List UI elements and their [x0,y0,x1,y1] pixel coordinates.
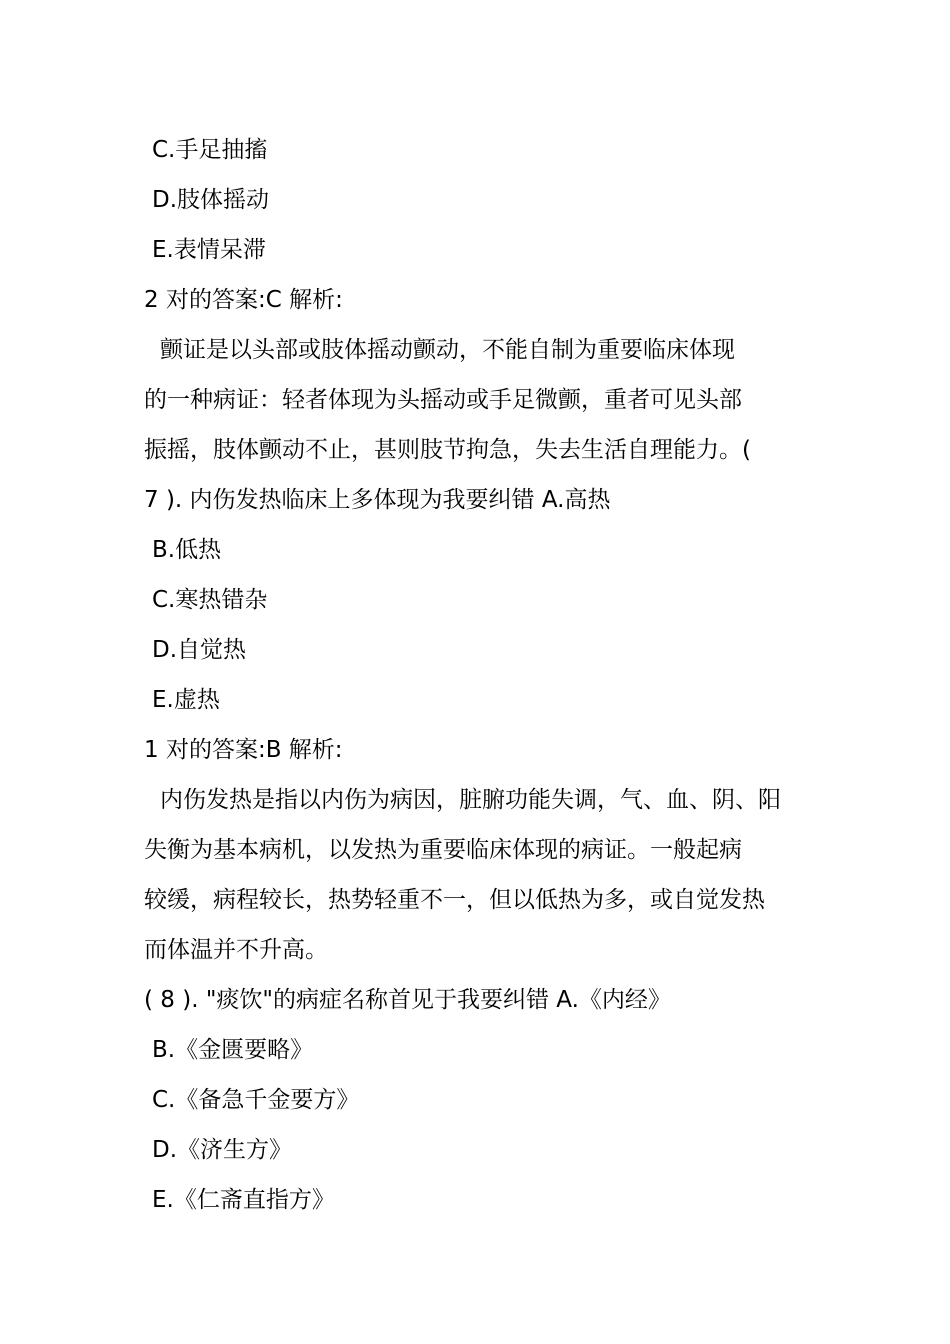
option-b-q8: B.《金匮要略》 [152,1037,314,1063]
option-d-q8: D.《济生方》 [152,1137,293,1163]
option-b-q7: B.低热 [152,537,222,563]
explanation-line-q7-2: 失衡为基本病机，以发热为重要临床体现的病证。一般起病 [144,837,742,863]
option-c-q8: C.《备急千金要方》 [152,1087,360,1113]
option-c-q7: C.寒热错杂 [152,587,268,613]
explanation-line-prev-3: 振摇，肢体颤动不止，甚则肢节拘急，失去生活自理能力。( [144,437,751,463]
option-c-prev: C.手足抽搐 [152,137,268,163]
question-7: 7 ). 内伤发热临床上多体现为我要纠错 A.高热 [144,487,611,513]
option-d-prev: D.肢体摇动 [152,187,270,213]
question-8: ( 8 ). "痰饮"的病症名称首见于我要纠错 A.《内经》 [144,987,671,1013]
explanation-line-prev-1: 颤证是以头部或肢体摇动颤动，不能自制为重要临床体现 [160,337,735,363]
explanation-line-prev-2: 的一种病证：轻者体现为头摇动或手足微颤，重者可见头部 [144,387,742,413]
explanation-line-q7-3: 较缓，病程较长，热势轻重不一，但以低热为多，或自觉发热 [144,887,765,913]
explanation-line-q7-4: 而体温并不升高。 [144,937,328,963]
option-e-q8: E.《仁斋直指方》 [152,1187,335,1213]
explanation-line-q7-1: 内伤发热是指以内伤为病因，脏腑功能失调，气、血、阴、阳 [160,787,781,813]
answer-line-q7: 1 对的答案:B 解析: [144,737,343,763]
answer-line-prev: 2 对的答案:C 解析: [144,287,343,313]
option-d-q7: D.自觉热 [152,637,247,663]
option-e-prev: E.表情呆滞 [152,237,266,263]
option-e-q7: E.虚热 [152,687,220,713]
